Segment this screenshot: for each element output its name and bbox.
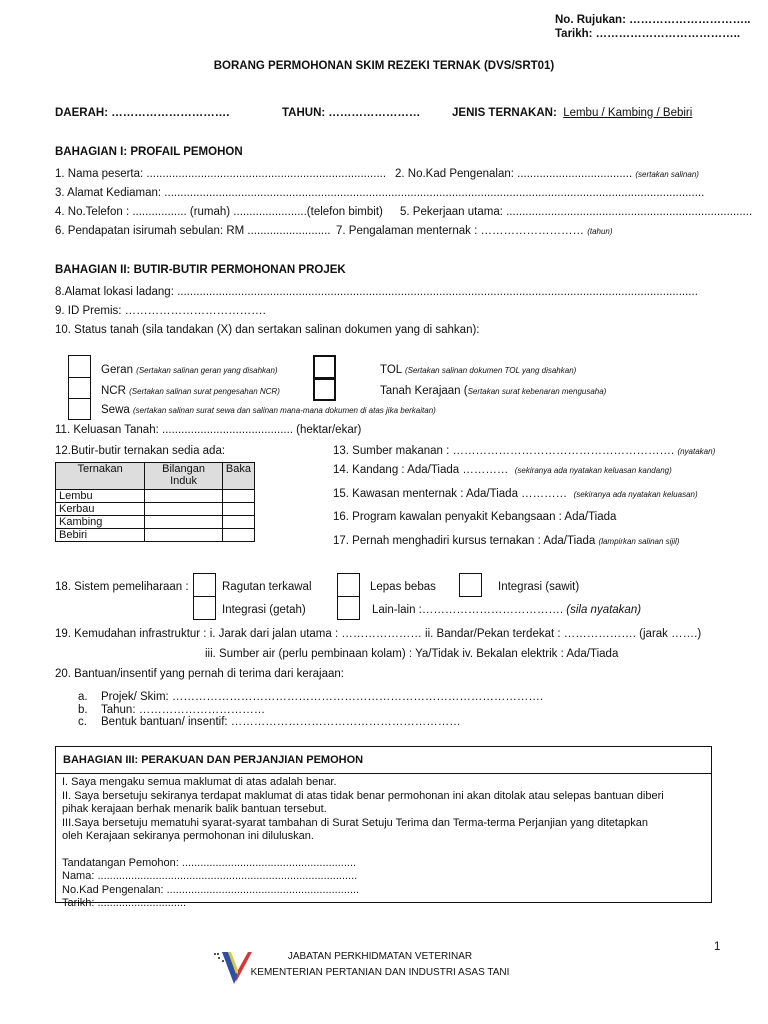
q19-infrastruktur-2[interactable]: iii. Sumber air (perlu pembinaan kolam) : Ya/Tidak iv. Bekalan elektrik : Ada/Tiada <box>205 648 619 660</box>
q2-ic[interactable] <box>395 167 699 182</box>
note: (sekiranya ada nyatakan keluasan) <box>573 490 698 499</box>
label: Tanah Kerajaan ( <box>380 385 468 397</box>
key: c. <box>78 716 87 728</box>
q1-nama[interactable]: 1. Nama peserta: ........................................................................... <box>55 168 387 180</box>
tahun-field[interactable]: TAHUN: …………………… <box>282 107 421 119</box>
q13-sumber-makanan[interactable] <box>333 444 715 459</box>
label: 14. Kandang : Ada/Tiada ………… <box>333 464 509 476</box>
checkbox-tanah-kerajaan[interactable] <box>313 378 336 401</box>
q4-telefon[interactable]: 4. No.Telefon : ................. (rumah) .......................(telefon bimbit) <box>55 206 383 218</box>
date-field[interactable]: Tarikh: ............................. <box>62 897 187 909</box>
tarikh-field[interactable]: Tarikh: ……………………………….. <box>555 28 741 40</box>
note: (Sertakan salinan geran yang disahkan) <box>136 366 278 375</box>
value: Projek/ Skim: ……………………………………………………………………………………. <box>101 691 544 703</box>
note: Sertakan surat kebenaran mengusaha) <box>467 387 607 396</box>
cell[interactable] <box>145 516 223 529</box>
checkbox-integrasi-sawit[interactable] <box>459 573 482 597</box>
row-label: Kambing <box>56 516 145 529</box>
cell[interactable] <box>222 490 254 503</box>
rujukan-field[interactable]: No. Rujukan: ………………………….. <box>555 14 751 26</box>
q19-infrastruktur[interactable]: 19. Kemudahan infrastruktur : i. Jarak dari jalan utama : ………………… ii. Bandar/Pekan terdekat : ………………. (jarak …….) <box>55 628 702 640</box>
q7-label: 7. Pengalaman menternak : ……………………… <box>336 225 584 237</box>
cell[interactable] <box>222 529 254 542</box>
value: Bentuk bantuan/ insentif: …………………………………………………… <box>101 716 461 728</box>
daerah-field[interactable]: DAERAH: …………………………. <box>55 107 230 119</box>
cell[interactable] <box>222 516 254 529</box>
q2-note: (sertakan salinan) <box>635 170 699 179</box>
q2-label: 2. No.Kad Pengenalan: .................................... <box>395 168 633 180</box>
label: TOL <box>380 364 402 376</box>
section-3-heading: BAHAGIAN III: PERAKUAN DAN PERJANJIAN PEMOHON <box>56 747 711 774</box>
ic-field[interactable]: No.Kad Pengenalan: ............................................................... <box>62 883 360 896</box>
label: 17. Pernah menghadiri kursus ternakan : Ada/Tiada <box>333 535 596 547</box>
q18-label: 18. Sistem pemeliharaan : <box>55 581 189 593</box>
opt-integrasi-getah: Integrasi (getah) <box>222 604 306 616</box>
value: Tahun: …………………………… <box>101 704 266 716</box>
label: Geran <box>101 364 133 376</box>
key: b. <box>78 704 88 716</box>
label: 13. Sumber makanan : …………………………………………………. <box>333 445 675 457</box>
note: (nyatakan) <box>677 447 716 456</box>
declaration-line: III.Saya bersetuju mematuhi syarat-syarat tambahan di Surat Setuju Terima dan Terma-terma Perjanjian yang ditetapkan <box>62 816 648 829</box>
status-sewa <box>101 403 436 418</box>
jenis-label: JENIS TERNAKAN: <box>452 107 557 119</box>
table-row <box>56 516 255 529</box>
signature-field[interactable]: Tandatangan Pemohon: ......................................................... <box>62 856 357 869</box>
status-ncr <box>101 384 280 399</box>
q20-item-a[interactable] <box>78 690 543 704</box>
section-2-heading: BAHAGIAN II: BUTIR-BUTIR PERMOHONAN PROJEK <box>55 264 346 276</box>
note: (sertakan salinan surat sewa dan salinan mana-mana dokumen di atas jika berkaitan) <box>132 406 436 415</box>
cell[interactable] <box>145 503 223 516</box>
q12-label: 12.Butir-butir ternakan sedia ada: <box>55 445 226 457</box>
jenis-ternakan[interactable] <box>452 106 692 120</box>
row-label: Lembu <box>56 490 145 503</box>
q14-kandang[interactable] <box>333 463 672 478</box>
q11-keluasan[interactable]: 11. Keluasan Tanah: ......................................... (hektar/ekar) <box>55 424 362 436</box>
checkbox-ragutan[interactable] <box>193 573 216 597</box>
checkbox-lain-lain[interactable] <box>337 596 360 620</box>
q5-pekerjaan[interactable]: 5. Pekerjaan utama: ............................................................................. <box>400 206 753 218</box>
declaration-line: I. Saya mengaku semua maklumat di atas adalah benar. <box>62 776 337 788</box>
page-number: 1 <box>714 941 721 953</box>
checkbox-ncr[interactable] <box>68 377 91 399</box>
q10-status-tanah: 10. Status tanah (sila tandakan (X) dan sertakan salinan dokumen yang di sahkan): <box>55 324 480 336</box>
opt-integrasi-sawit: Integrasi (sawit) <box>498 581 580 593</box>
form-title: BORANG PERMOHONAN SKIM REZEKI TERNAK (DVS/SRT01) <box>213 60 555 72</box>
note: (Sertakan salinan dokumen TOL yang disahkan) <box>404 366 577 375</box>
row-label: Bebiri <box>56 529 145 542</box>
checkbox-tol[interactable] <box>313 355 336 379</box>
table-row <box>56 529 255 542</box>
footer-department: JABATAN PERKHIDMATAN VETERINAR <box>287 951 473 962</box>
q8-lokasi[interactable]: 8.Alamat lokasi ladang: ................................................................................................................................................................... <box>55 286 698 298</box>
note: (sekiranya ada nyatakan keluasan kandang) <box>514 466 672 475</box>
q20-bantuan: 20. Bantuan/insentif yang pernah di terima dari kerajaan: <box>55 668 344 680</box>
declaration-text <box>56 774 711 913</box>
label: Lain-lain :………………………………. <box>372 604 564 616</box>
section-3-box <box>55 746 712 909</box>
note: (Sertakan salinan surat pengesahan NCR) <box>129 387 280 396</box>
checkbox-geran[interactable] <box>68 355 91 378</box>
footer-ministry: KEMENTERIAN PERTANIAN DAN INDUSTRI ASAS TANI <box>250 967 510 978</box>
col-ternakan: Ternakan <box>56 463 145 490</box>
livestock-table <box>55 462 255 542</box>
q17-kursus[interactable] <box>333 534 679 549</box>
cell[interactable] <box>145 529 223 542</box>
status-tol <box>380 363 576 378</box>
label: 15. Kawasan menternak : Ada/Tiada ………… <box>333 488 568 500</box>
name-field[interactable]: Nama: ..................................................................................... <box>62 870 358 882</box>
q7-pengalaman[interactable] <box>336 224 613 239</box>
table-row <box>56 490 255 503</box>
q3-alamat[interactable]: 3. Alamat Kediaman: ......................................................................................................................................................................... <box>55 187 705 199</box>
status-geran <box>101 363 278 378</box>
status-tanah-kerajaan <box>380 384 606 399</box>
checkbox-sewa[interactable] <box>68 398 91 420</box>
declaration-line: II. Saya bersetuju sekiranya terdapat maklumat di atas tidak benar permohonan ini akan ditolak atau selepas bantuan diberi <box>62 789 664 802</box>
note: (lampirkan salinan sijil) <box>598 537 680 546</box>
cell[interactable] <box>145 490 223 503</box>
section-1-heading: BAHAGIAN I: PROFAIL PEMOHON <box>55 146 243 158</box>
declaration-line: oleh Kerajaan sekiranya permohonan ini diluluskan. <box>62 830 314 842</box>
label: NCR <box>101 385 126 397</box>
q15-kawasan[interactable] <box>333 487 698 502</box>
note: (sila nyatakan) <box>566 604 642 616</box>
key: a. <box>78 691 88 703</box>
q6-pendapatan[interactable]: 6. Pendapatan isirumah sebulan: RM .......................... <box>55 225 331 237</box>
checkbox-integrasi-getah[interactable] <box>193 596 216 620</box>
col-bilangan: Bilangan Induk <box>145 463 223 490</box>
row-label: Kerbau <box>56 503 145 516</box>
checkbox-lepas-bebas[interactable] <box>337 573 360 597</box>
opt-lepas-bebas: Lepas bebas <box>370 581 436 593</box>
q16-program[interactable]: 16. Program kawalan penyakit Kebangsaan : Ada/Tiada <box>333 511 617 523</box>
cell[interactable] <box>222 503 254 516</box>
opt-ragutan: Ragutan terkawal <box>222 581 312 593</box>
q7-note: (tahun) <box>587 227 613 236</box>
label: Sewa <box>101 404 130 416</box>
q9-premis[interactable]: 9. ID Premis: ………………………………. <box>55 305 266 317</box>
declaration-line: pihak kerajaan berhak menarik balik bantuan tersebut. <box>62 803 327 815</box>
table-row <box>56 503 255 516</box>
opt-lain-lain[interactable] <box>372 603 641 617</box>
col-baka: Baka <box>222 463 254 490</box>
jenis-value: Lembu / Kambing / Bebiri <box>563 107 693 119</box>
q20-item-c[interactable] <box>78 715 461 729</box>
